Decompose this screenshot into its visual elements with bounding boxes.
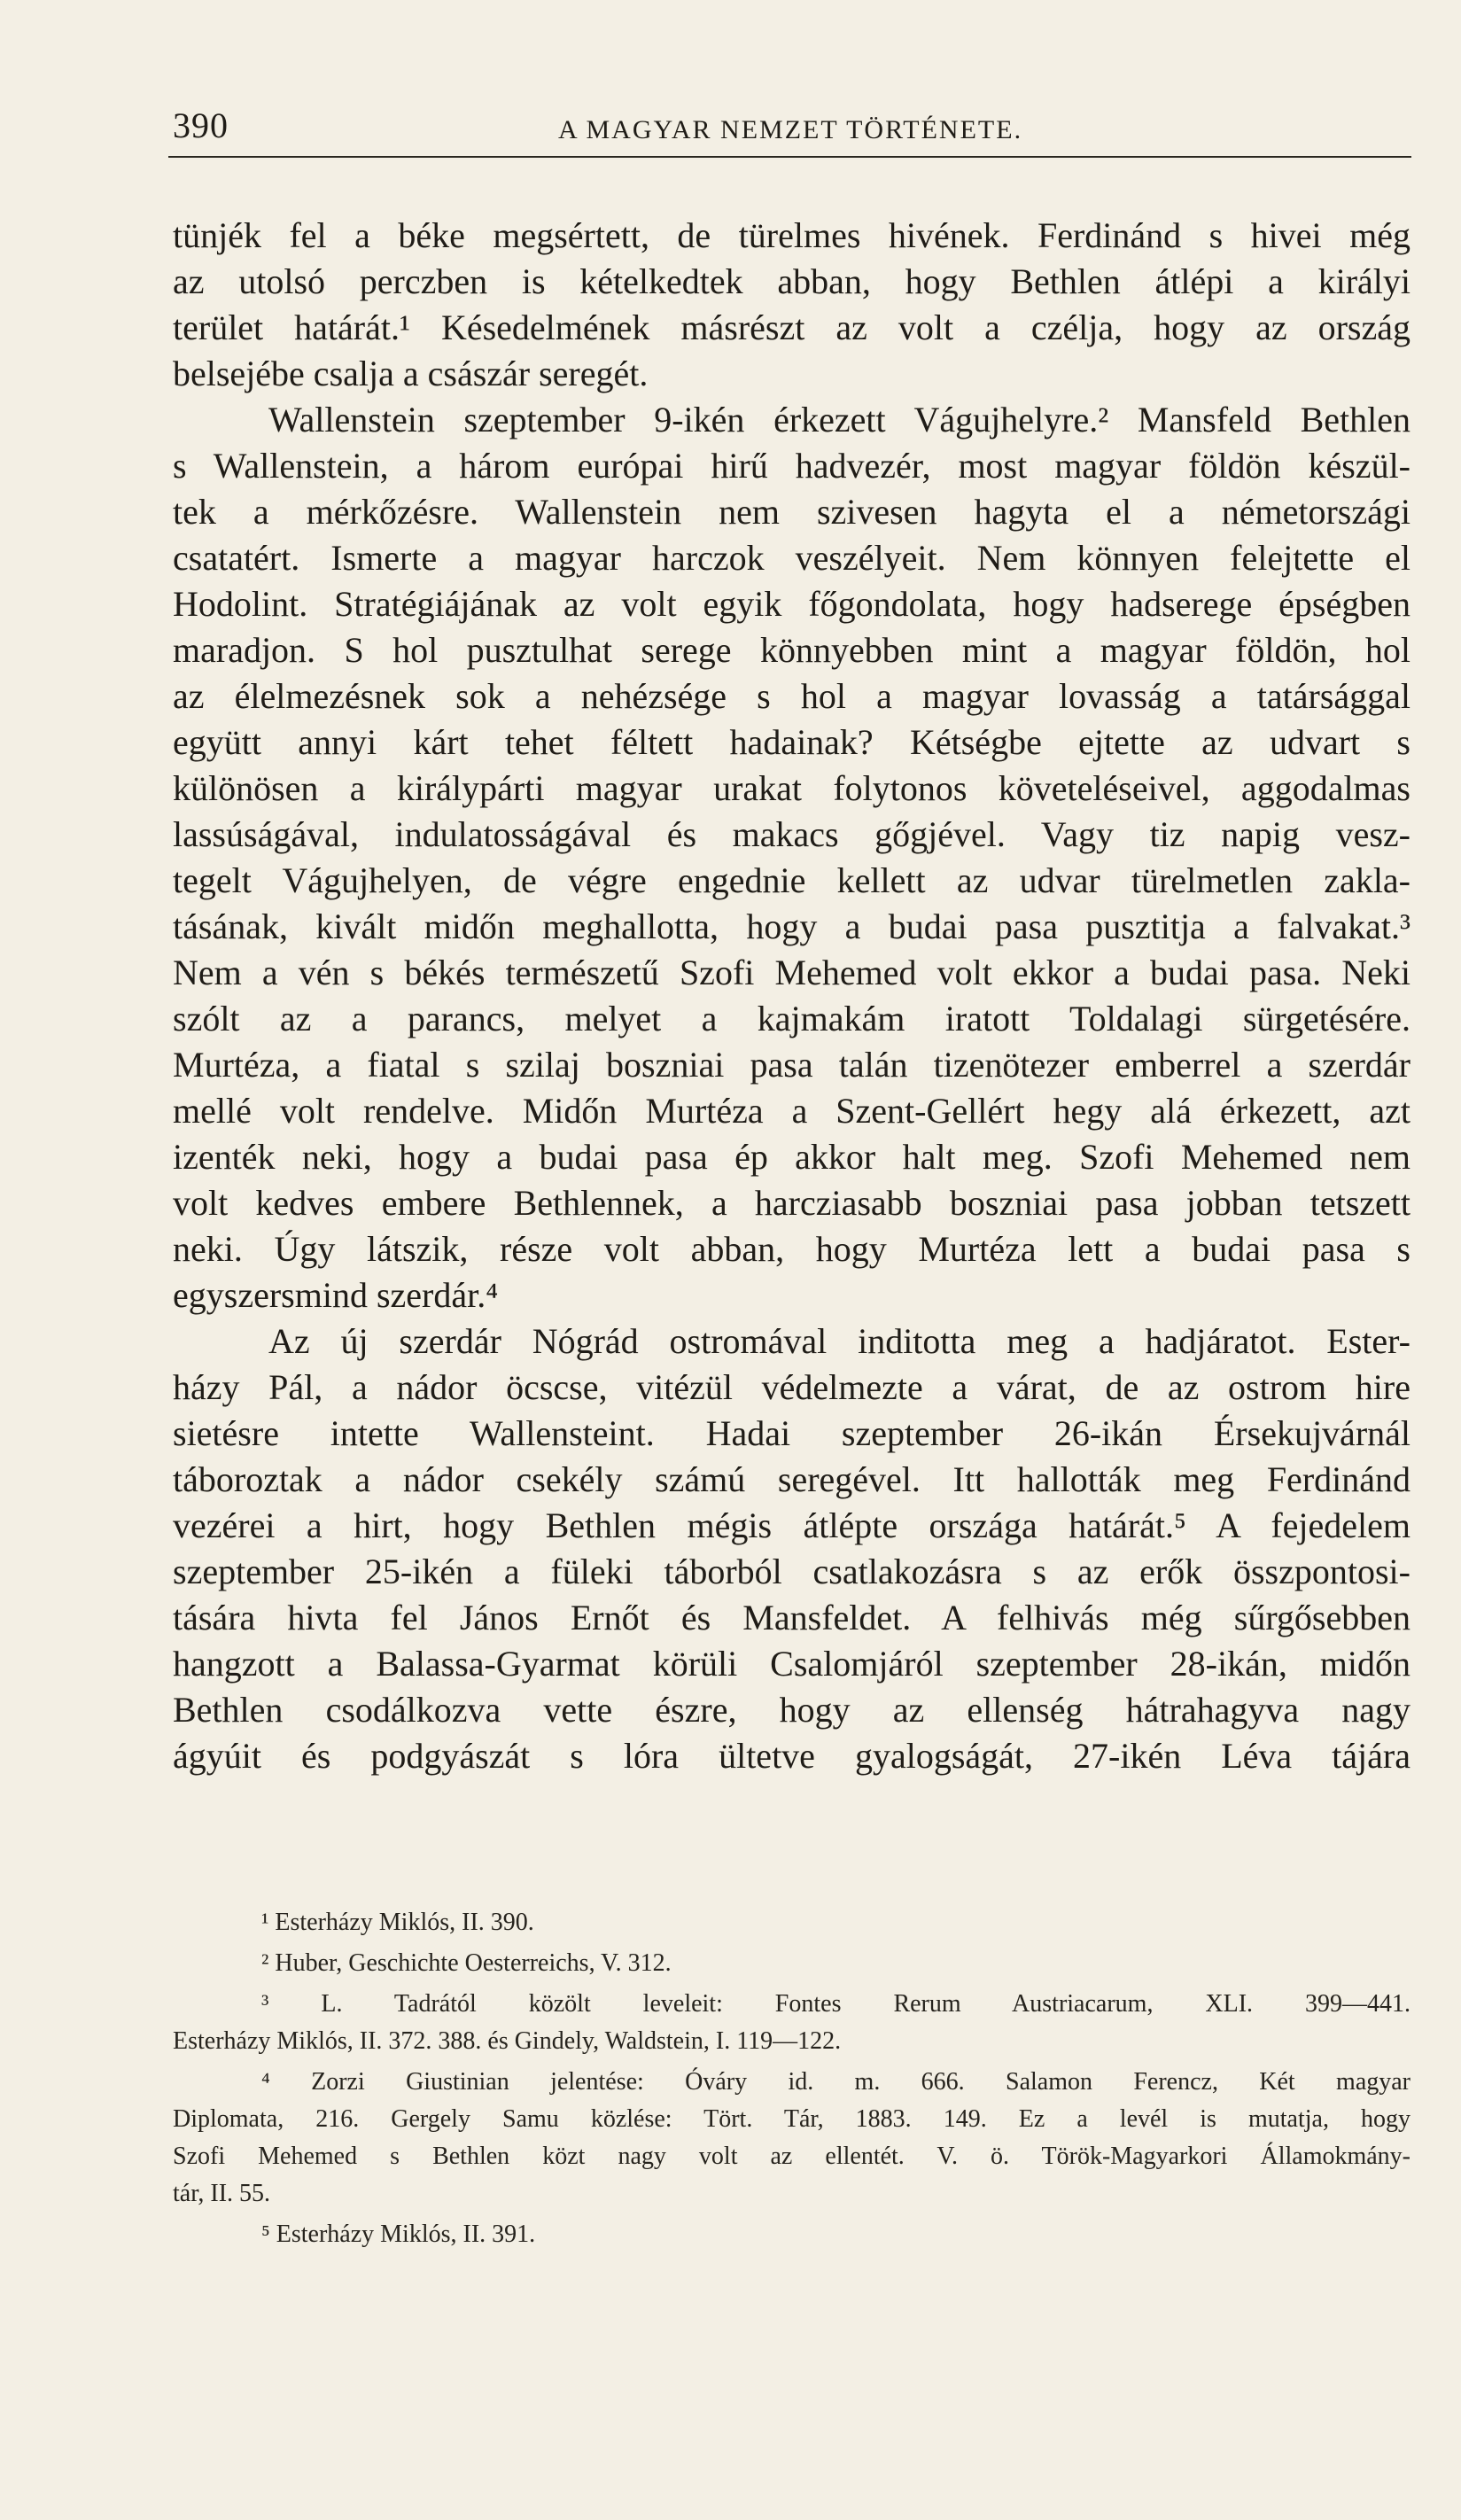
text-line: belsejébe csalja a császár seregét.: [173, 354, 649, 393]
footnote-line: Esterházy Miklós, II. 372. 388. és Gindely, Waldstein, I. 119—122.: [173, 2027, 842, 2055]
text-line: az utolsó perczben is kételkedtek abban, hogy Bethlen átlépi a királyi: [173, 261, 1410, 301]
text-line: neki. Úgy látszik, része volt abban, hogy Murtéza lett a budai pasa s: [173, 1229, 1410, 1269]
text-line: tásának, kivált midőn meghallotta, hogy a budai pasa pusztitja a falvakat.³: [173, 906, 1410, 946]
page-number: 390: [173, 105, 229, 145]
footnote-line: tár, II. 55.: [173, 2180, 271, 2207]
text-line: Wallenstein szeptember 9-ikén érkezett Vágujhelyre.² Mansfeld Bethlen: [268, 400, 1410, 439]
text-line: Bethlen csodálkozva vette észre, hogy az ellenség hátrahagyva nagy: [173, 1690, 1410, 1730]
text-line: Az új szerdár Nógrád ostromával inditotta meg a hadjáratot. Ester-: [268, 1321, 1410, 1361]
footnote-line: ⁴ Zorzi Giustinian jelentése: Óváry id. m. 666. Salamon Ferencz, Két magyar: [261, 2068, 1410, 2096]
footnote-line: ³ L. Tadrától közölt leveleit: Fontes Rerum Austriacarum, XLI. 399—441.: [261, 1990, 1410, 2018]
header-rule: [168, 156, 1411, 158]
text-line: Nem a vén s békés természetű Szofi Mehemed volt ekkor a budai pasa. Neki: [173, 953, 1410, 992]
text-line: terület határát.¹ Késedelmének másrészt az volt a czélja, hogy az ország: [173, 307, 1410, 347]
text-line: sietésre intette Wallensteint. Hadai szeptember 26-ikán Érsekujvárnál: [173, 1413, 1410, 1453]
text-line: hangzott a Balassa-Gyarmat körüli Csalomjáról szeptember 28-ikán, midőn: [173, 1644, 1410, 1684]
footnote-line: ⁵ Esterházy Miklós, II. 391.: [261, 2221, 536, 2248]
text-line: mellé volt rendelve. Midőn Murtéza a Szent-Gellért hegy alá érkezett, azt: [173, 1091, 1410, 1131]
footnote-line: ² Huber, Geschichte Oesterreichs, V. 312.: [261, 1949, 672, 1977]
text-line: Hodolint. Stratégiájának az volt egyik főgondolata, hogy hadserege épségben: [173, 584, 1410, 624]
text-line: táboroztak a nádor csekély számú seregével. Itt hallották meg Ferdinánd: [173, 1459, 1410, 1499]
text-line: különösen a királypárti magyar urakat folytonos követeléseivel, aggodalmas: [173, 768, 1410, 808]
text-line: Murtéza, a fiatal s szilaj boszniai pasa talán tizenötezer emberrel a szerdár: [173, 1045, 1410, 1085]
text-line: tünjék fel a béke megsértett, de türelmes hivének. Ferdinánd s hivei még: [173, 215, 1410, 255]
running-head: A MAGYAR NEMZET TÖRTÉNETE.: [558, 115, 1023, 144]
text-line: szeptember 25-ikén a füleki táborból csatlakozásra s az erők összpontosi-: [173, 1552, 1410, 1591]
text-line: szólt az a parancs, melyet a kajmakám iratott Toldalagi sürgetésére.: [173, 999, 1410, 1038]
footnote-line: ¹ Esterházy Miklós, II. 390.: [261, 1909, 534, 1936]
text-line: tegelt Vágujhelyen, de végre engednie kellett az udvar türelmetlen zakla-: [173, 860, 1410, 900]
text-line: házy Pál, a nádor öcscse, vitézül védelmezte a várat, de az ostrom hire: [173, 1367, 1410, 1407]
text-line: tására hivta fel János Ernőt és Mansfeldet. A felhivás még sűrgősebben: [173, 1598, 1410, 1637]
text-line: együtt annyi kárt tehet féltett hadainak? Kétségbe ejtette az udvart s: [173, 722, 1410, 762]
body-text: [173, 213, 1410, 1870]
text-line: izenték neki, hogy a budai pasa ép akkor halt meg. Szofi Mehemed nem: [173, 1137, 1410, 1177]
footnotes: [173, 1905, 1410, 2286]
text-line: volt kedves embere Bethlennek, a harcziasabb boszniai pasa jobban tetszett: [173, 1183, 1410, 1223]
text-line: s Wallenstein, a három európai hirű hadvezér, most magyar földön készül-: [173, 446, 1410, 486]
text-line: maradjon. S hol pusztulhat serege könnyebben mint a magyar földön, hol: [173, 630, 1410, 670]
text-line: az élelmezésnek sok a nehézsége s hol a magyar lovasság a tatársággal: [173, 676, 1410, 716]
text-line: vezérei a hirt, hogy Bethlen mégis átlépte országa határát.⁵ A fejedelem: [173, 1505, 1410, 1545]
text-line: csatatért. Ismerte a magyar harczok veszélyeit. Nem könnyen felejtette el: [173, 538, 1410, 578]
text-line: tek a mérkőzésre. Wallenstein nem szivesen hagyta el a németországi: [173, 492, 1410, 532]
footnote-line: Diplomata, 216. Gergely Samu közlése: Tört. Tár, 1883. 149. Ez a levél is mutatja, hogy: [173, 2105, 1410, 2133]
page-header: [173, 105, 1413, 154]
footnote-line: Szofi Mehemed s Bethlen közt nagy volt az ellentét. V. ö. Török-Magyarkori Államokmány-: [173, 2143, 1410, 2170]
text-line: lassúságával, indulatosságával és makacs gőgjével. Vagy tiz napig vesz-: [173, 814, 1410, 854]
text-line: ágyúit és podgyászát s lóra ültetve gyalogságát, 27-ikén Léva tájára: [173, 1736, 1410, 1776]
text-line: egyszersmind szerdár.⁴: [173, 1275, 499, 1315]
